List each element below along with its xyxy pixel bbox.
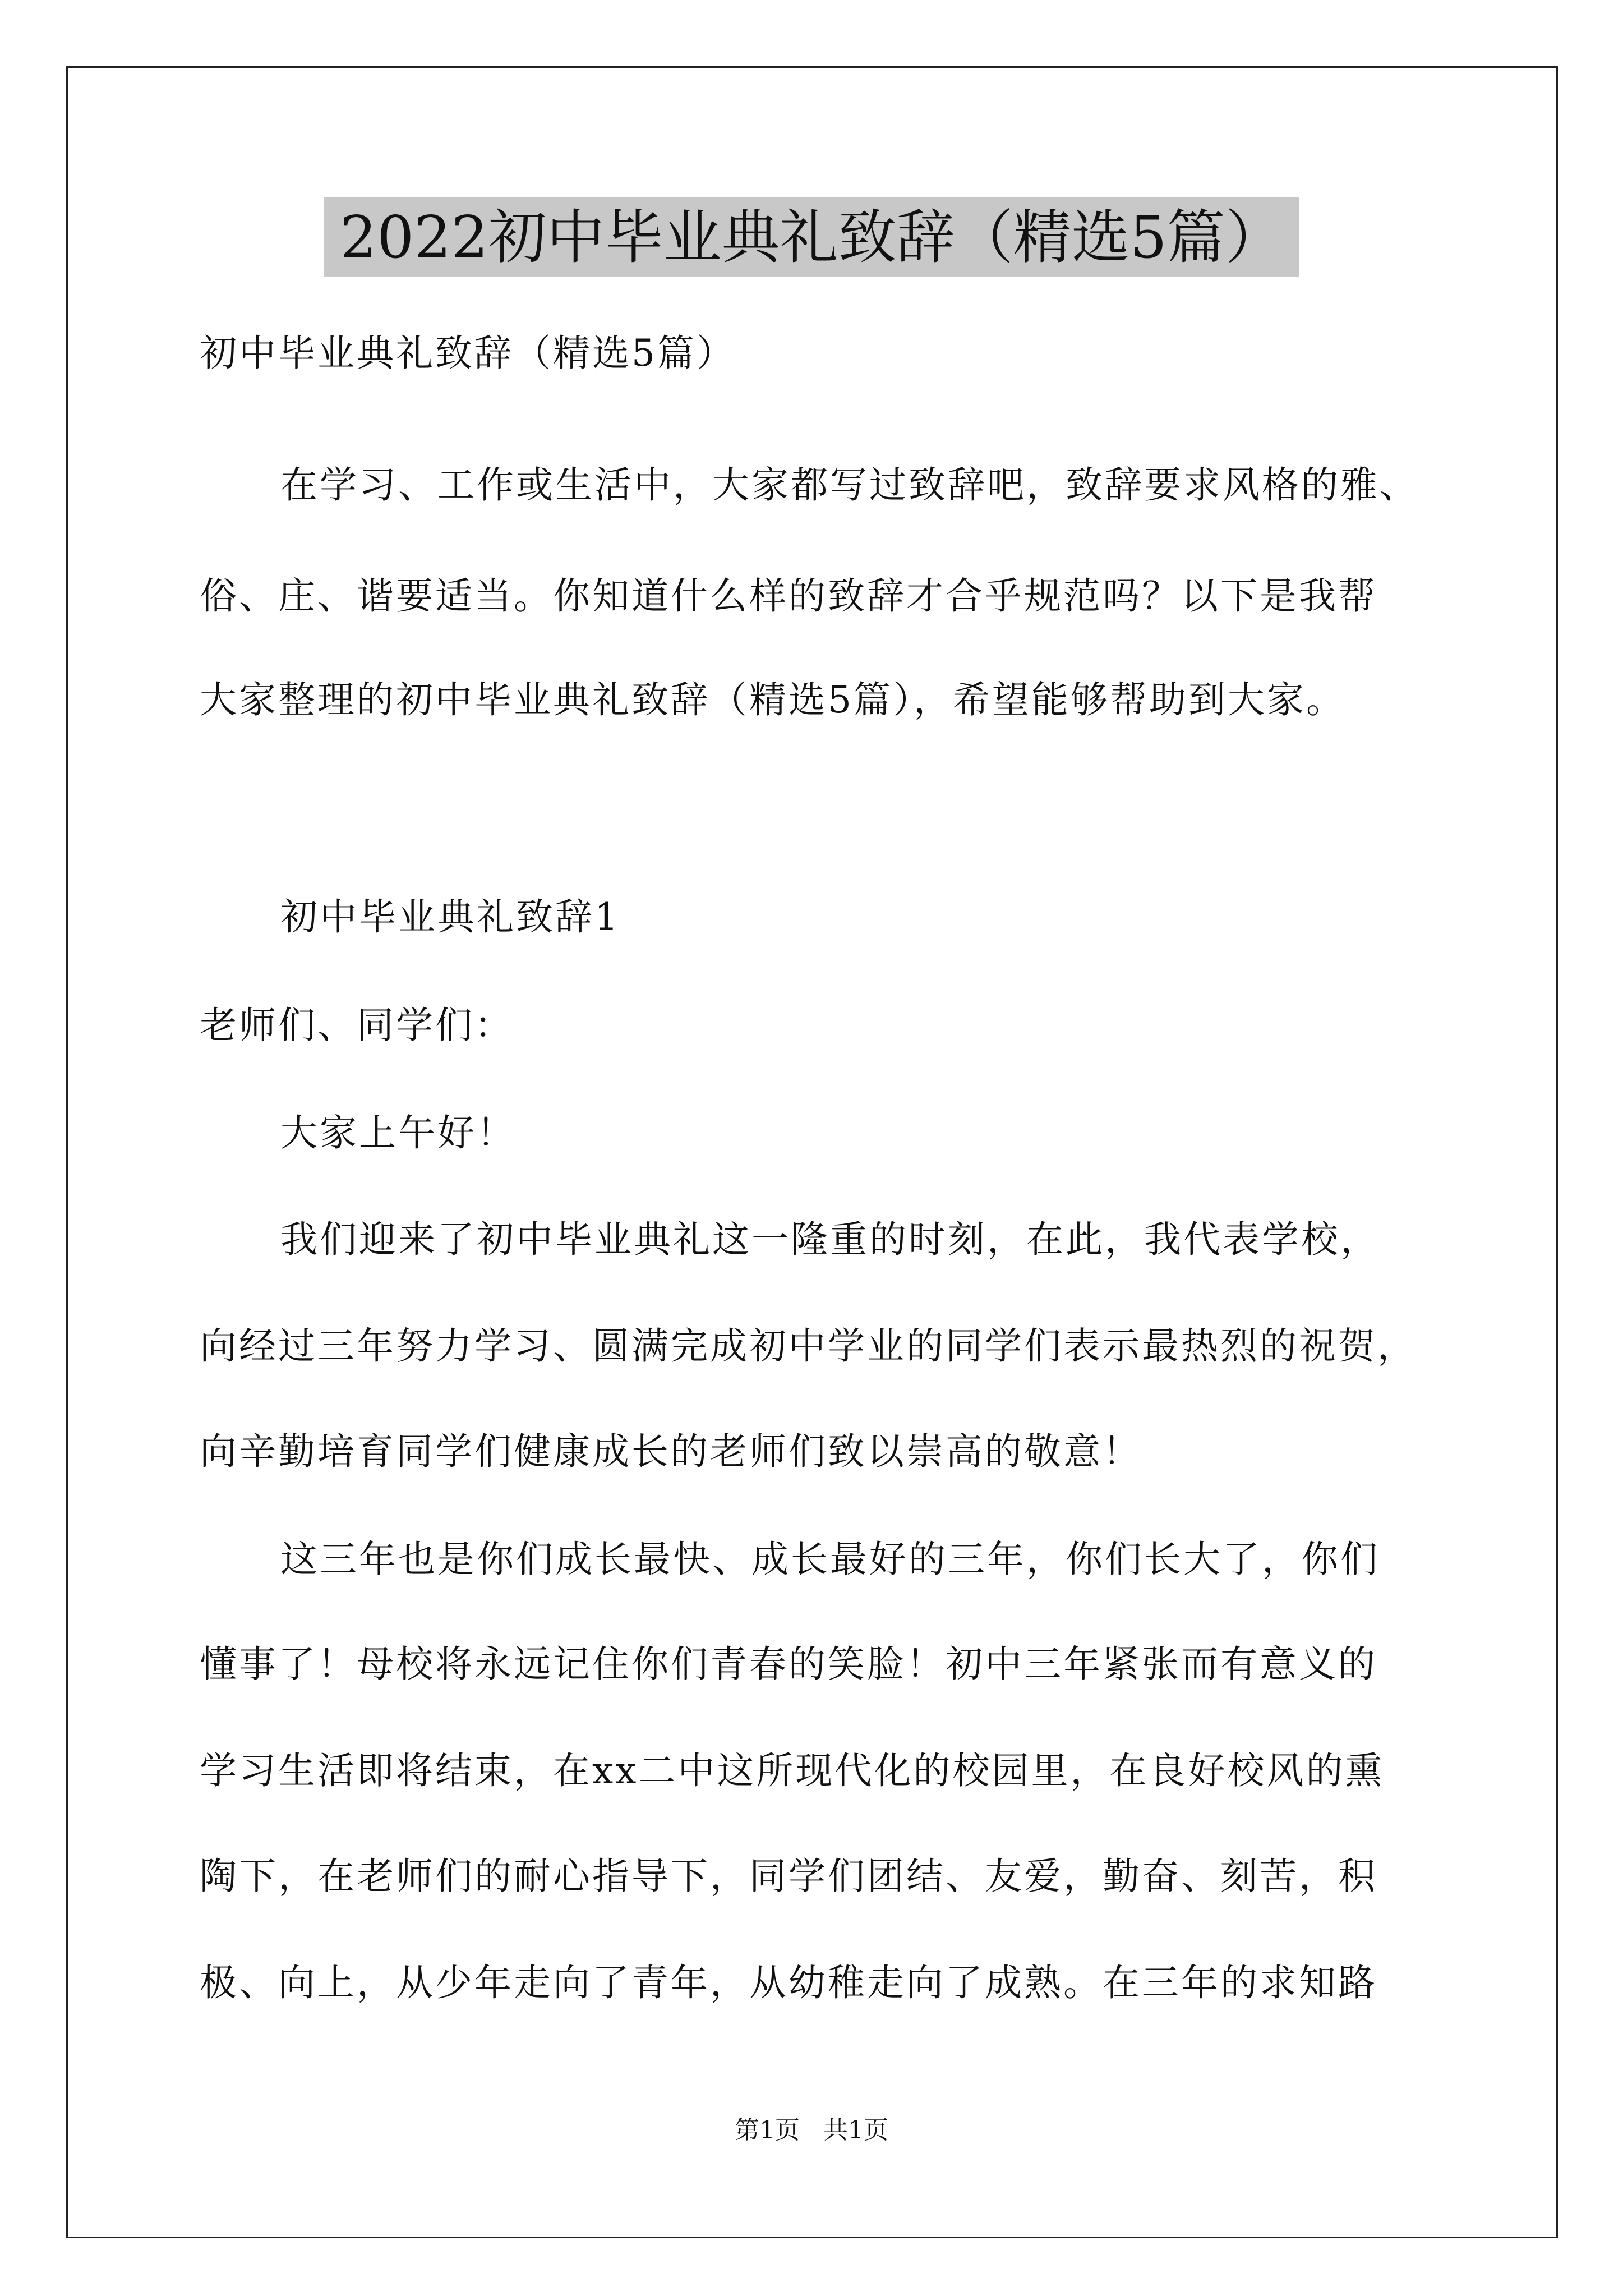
page-footer (0, 2114, 1623, 2147)
paragraph-line: 学习生活即将结束，在xx二中这所现代化的校园里，在良好校风的熏 (200, 1749, 1385, 1792)
paragraph-line: 极、向上，从少年走向了青年，从幼稚走向了成熟。在三年的求知路 (200, 1961, 1377, 2004)
section-heading: 初中毕业典礼致辞1 (280, 895, 620, 938)
paragraph-line: 向辛勤培育同学们健康成长的老师们致以崇高的敬意！ (200, 1430, 1142, 1473)
document-title: 2022初中毕业典礼致辞（精选5篇） (324, 197, 1299, 277)
salutation-line: 老师们、同学们： (200, 1004, 514, 1047)
paragraph-line: 向经过三年努力学习、圆满完成初中学业的同学们表示最热烈的祝贺， (200, 1324, 1417, 1368)
paragraph-line: 陶下，在老师们的耐心指导下，同学们团结、友爱，勤奋、刻苦，积 (200, 1855, 1377, 1898)
paragraph-line: 大家整理的初中毕业典礼致辞（精选5篇），希望能够帮助到大家。 (200, 678, 1345, 721)
paragraph-line: 这三年也是你们成长最快、成长最好的三年，你们长大了，你们 (280, 1538, 1380, 1581)
paragraph-line: 在学习、工作或生活中，大家都写过致辞吧，致辞要求风格的雅、 (280, 463, 1419, 507)
paragraph-line: 俗、庄、谐要适当。你知道什么样的致辞才合乎规范吗？以下是我帮 (200, 574, 1377, 618)
page-number: 第1页 (735, 2116, 800, 2145)
paragraph-line: 我们迎来了初中毕业典礼这一隆重的时刻，在此，我代表学校， (280, 1218, 1380, 1261)
paragraph-line: 懂事了！母校将永远记住你们青春的笑脸！初中三年紧张而有意义的 (200, 1642, 1377, 1686)
subtitle-line: 初中毕业典礼致辞（精选5篇） (200, 332, 736, 375)
greeting-line: 大家上午好！ (280, 1111, 516, 1154)
page-total: 共1页 (823, 2116, 888, 2145)
